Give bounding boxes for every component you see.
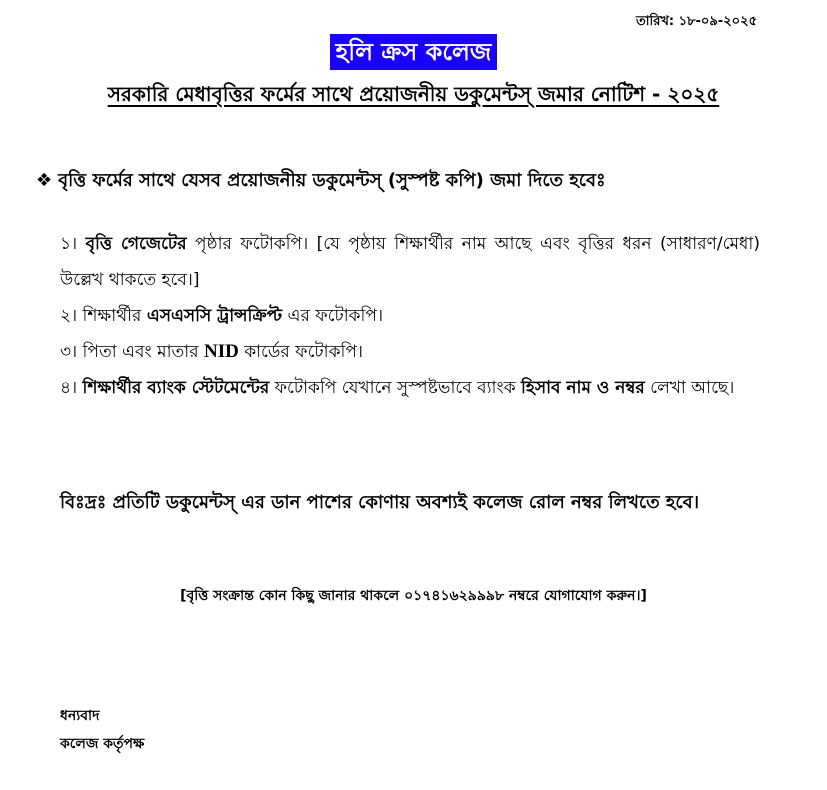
notice-title: সরকারি মেধাবৃত্তির ফর্মের সাথে প্রয়োজনীয় ডকুমেন্টস্ জমার নোটিশ - ২০২৫ [107,82,720,106]
item-bold-text: বৃত্তি গেজেটের [85,234,187,254]
document-item-4 [60,370,760,406]
document-item-3 [60,334,760,370]
item-text: পিতা এবং মাতার [82,342,199,362]
item-number: ৪। [60,378,78,398]
diamond-bullet-icon: ❖ [36,170,53,191]
important-note: বিঃদ্রঃ প্রতিটি ডকুমেন্টস্ এর ডান পাশের কোণায় অবশ্যই কলেজ রোল নম্বর লিখতে হবে। [60,492,700,513]
item-bold-text: শিক্ষার্থীর ব্যাংক স্টেটমেন্টের [82,378,270,398]
intro-line [36,166,806,197]
contact-info: [বৃত্তি সংক্রান্ত কোন কিছু জানার থাকলে ০১৭৪১৬২৯৯৯৮ নম্বরে যোগাযোগ করুন।] [180,588,647,604]
item-text: এর ফটোকপি। [287,306,384,326]
item-number: ৩। [60,342,78,362]
item-text: শিক্ষার্থীর [82,306,142,326]
item-bold-text: এসএসসি ট্রান্সক্রিপ্ট [146,306,283,326]
document-item-2 [60,298,760,334]
item-number: ১। [60,234,78,254]
notice-date: তারিখ: ১৮-০৯-২০২৫ [636,14,757,29]
item-number: ২। [60,306,78,326]
document-item-1 [60,226,760,298]
college-name: হলি ক্রস কলেজ [330,34,498,70]
signatory: কলেজ কর্তৃপক্ষ [60,736,145,752]
item-text: কার্ডের ফটোকপি। [244,342,363,362]
item-text: পৃষ্ঠার ফটোকপি। [যে পৃষ্ঠায় শিক্ষার্থীর নাম আছে এবং বৃত্তির ধরন (সাধারণ/মেধা) উল্লেখ থাকতে হবে।] [60,234,760,290]
item-bold-text: NID [203,341,239,362]
item-text: ফটোকপি যেখানে সুস্পষ্টভাবে ব্যাংক [274,378,516,398]
item-text: লেখা আছে। [650,378,735,398]
closing-thanks: ধন্যবাদ [60,708,100,724]
college-header [0,34,827,70]
documents-list [60,226,760,406]
intro-text: বৃত্তি ফর্মের সাথে যেসব প্রয়োজনীয় ডকুমেন্টস্ (সুস্পষ্ট কপি) জমা দিতে হবেঃ [58,170,606,191]
item-bold-text: হিসাব নাম ও নম্বর [521,378,645,398]
